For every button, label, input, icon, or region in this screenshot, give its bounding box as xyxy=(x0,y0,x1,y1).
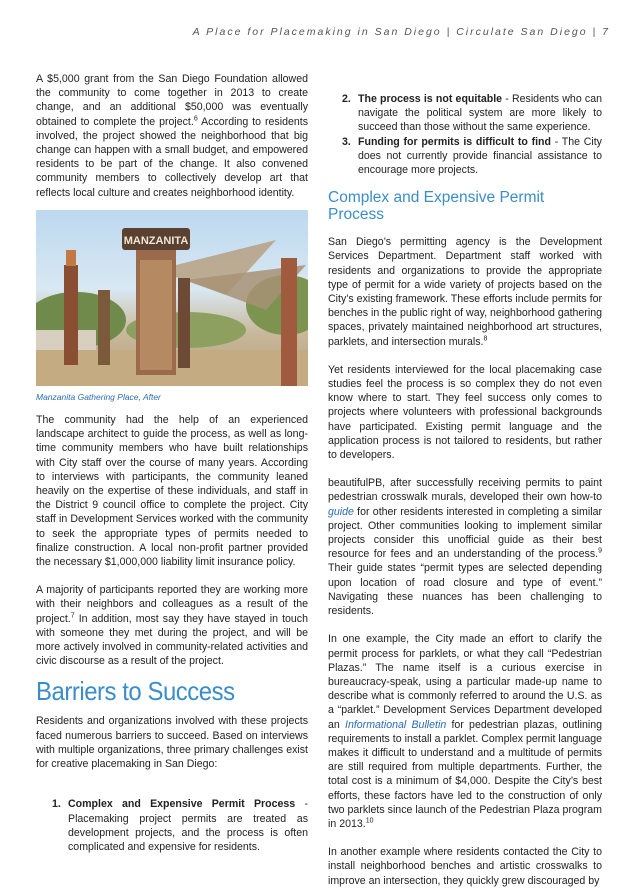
manzanita-photo xyxy=(36,210,308,386)
participants-text-cont: In addition, most say they have stayed in touch with someone they met during the project, and will be more actively involved in community-related activities and civic discourse as a result of the project. xyxy=(36,612,308,668)
list-item xyxy=(328,92,602,135)
running-header: A Place for Placemaking in San Diego | Circulate San Diego | 7 xyxy=(192,26,610,38)
list-item-title: Complex and Expensive Permit Process xyxy=(68,798,296,811)
list-item-title: The process is not equitable xyxy=(358,93,503,105)
beautifulpb-text: beautifulPB, after successfully receiving permits to paint pedestrian crosswalk murals, developed their own how-to xyxy=(328,477,602,504)
beautifulpb-text-cont: for other residents interested in completing a similar project. Other communities looking to implement similar projects consider this unofficial guide as their best resource for fees and an understanding of the process. xyxy=(328,505,602,561)
challenges-list-cont xyxy=(328,92,602,177)
intro-text-cont: According to residents involved, the project showed the neighborhood that big change can happen with a small budget, and empowered residents to be part of the change. It also convened community members to collectively develop art that reflects local culture and creates neighborhood identity. xyxy=(36,115,308,199)
right-column xyxy=(328,92,602,888)
section-heading: Barriers to Success xyxy=(36,676,235,707)
left-column xyxy=(36,72,308,854)
guide-link[interactable]: guide xyxy=(328,505,354,518)
list-item-title: Funding for permits is difficult to find xyxy=(358,135,551,148)
dsd-text: San Diego’s permitting agency is the Development Services Department. Department staff worked with residents and organizations to provide the appropriate type of permit for a wide variety of projects based on the City’s existing framework. These efforts include permits for benches in the public right of way, neighborhood gathering spaces, privately maintained neighborhood art structures, parklets, and intersection murals. xyxy=(328,236,602,348)
intro-text: A $5,000 grant from the San Diego Foundation allowed the community to come together in 2013 to create change, and an additional $50,000 was eventually obtained to complete the project. xyxy=(36,73,308,128)
paragraph-benches: In another example where residents contacted the City to install neighborhood benches and artistic crosswalks to improve an intersection, they quickly grew discouraged by xyxy=(328,846,602,887)
list-item-text: - Residents who can navigate the political system are more likely to succeed than those without the same experience. xyxy=(358,93,602,134)
participants-text: A majority of participants reported they are working more with their neighbors and colleagues as a result of the project. xyxy=(36,584,308,625)
parklets-text: In one example, the City made an effort to clarify the permit process for parklets, or what they call “Pedestrian Plazas.” The name itself is a curious exercise in bureaucracy-speak, using a particular made-up name to describe what is commonly referred to around the U.S. as a “parklet.” Development Services Department developed an xyxy=(328,633,602,731)
subsection-heading: Complex and Expensive Permit Process xyxy=(328,189,545,224)
list-item xyxy=(328,135,602,178)
paragraph-participants xyxy=(36,583,308,668)
list-number: 1. xyxy=(52,798,61,811)
paragraph-parklets xyxy=(328,632,602,831)
paragraph-landscape: The community had the help of an experienced landscape architect to guide the process, as well as long-time community members who have built relationships with City staff over the course of many years. According to interviews with participants, the community leaned heavily on the expertise of these individuals, and staff in the District 9 council office to complete the project. City staff in Development Services worked with the community to seek the appropriate types of permits needed to finalize construction. A local non-profit partner provided the necessary $1,000,000 liability limit insurance policy. xyxy=(36,414,308,569)
photo-sign-text: MANZANITA xyxy=(123,234,189,247)
intro-paragraph xyxy=(36,72,308,200)
paragraph-complexity: Yet residents interviewed for the local placemaking case studies feel the process is so complex they do not even know where to start. They feel success only comes to projects where volunteers with professional backgrounds have participated. Existing permit language and the application process is not tailored to residents, but rather to developers. xyxy=(328,363,602,462)
paragraph-barriers: Residents and organizations involved with these projects faced numerous barriers to succeed. Based on interviews with multiple organizations, three primary challenges exist for creative placemaking in San Diego: xyxy=(36,715,308,771)
paragraph-dsd xyxy=(328,235,602,349)
footnote-ref: 10 xyxy=(365,817,374,825)
paragraph-beautifulpb xyxy=(328,476,602,618)
footnote-ref: 7 xyxy=(70,612,75,620)
photo-illustration xyxy=(36,210,308,386)
list-number: 2. xyxy=(342,93,351,105)
footnote-ref: 8 xyxy=(483,335,488,343)
footnote-ref: 9 xyxy=(598,547,602,555)
list-item-text: - The City does not currently provide financial assistance to encourage more projects. xyxy=(358,135,602,177)
list-number: 3. xyxy=(342,135,351,148)
beautifulpb-text-end: Their guide states “permit types are selected depending upon location of road closure and type of event.” Navigating these nuances has been challenging to residents. xyxy=(328,562,602,618)
informational-bulletin-link[interactable]: Informational Bulletin xyxy=(345,718,447,731)
footnote-ref: 6 xyxy=(193,115,198,123)
photo-caption: Manzanita Gathering Place, After xyxy=(36,391,161,402)
list-item-text: - Placemaking project permits are treated as development projects, and the process is often complicated and expensive for residents. xyxy=(68,798,308,853)
parklets-text-cont: for pedestrian plazas, outlining requirements to install a parklet. Complex permit language makes it difficult to understand and a multitude of permits are still required from multiple departments. Further, the total cost is a minimum of $4,000. Despite the City’s best efforts, these factors have led to the construction of only two parklets since launch of the Pedestrian Plaza program in 2013. xyxy=(328,718,602,830)
